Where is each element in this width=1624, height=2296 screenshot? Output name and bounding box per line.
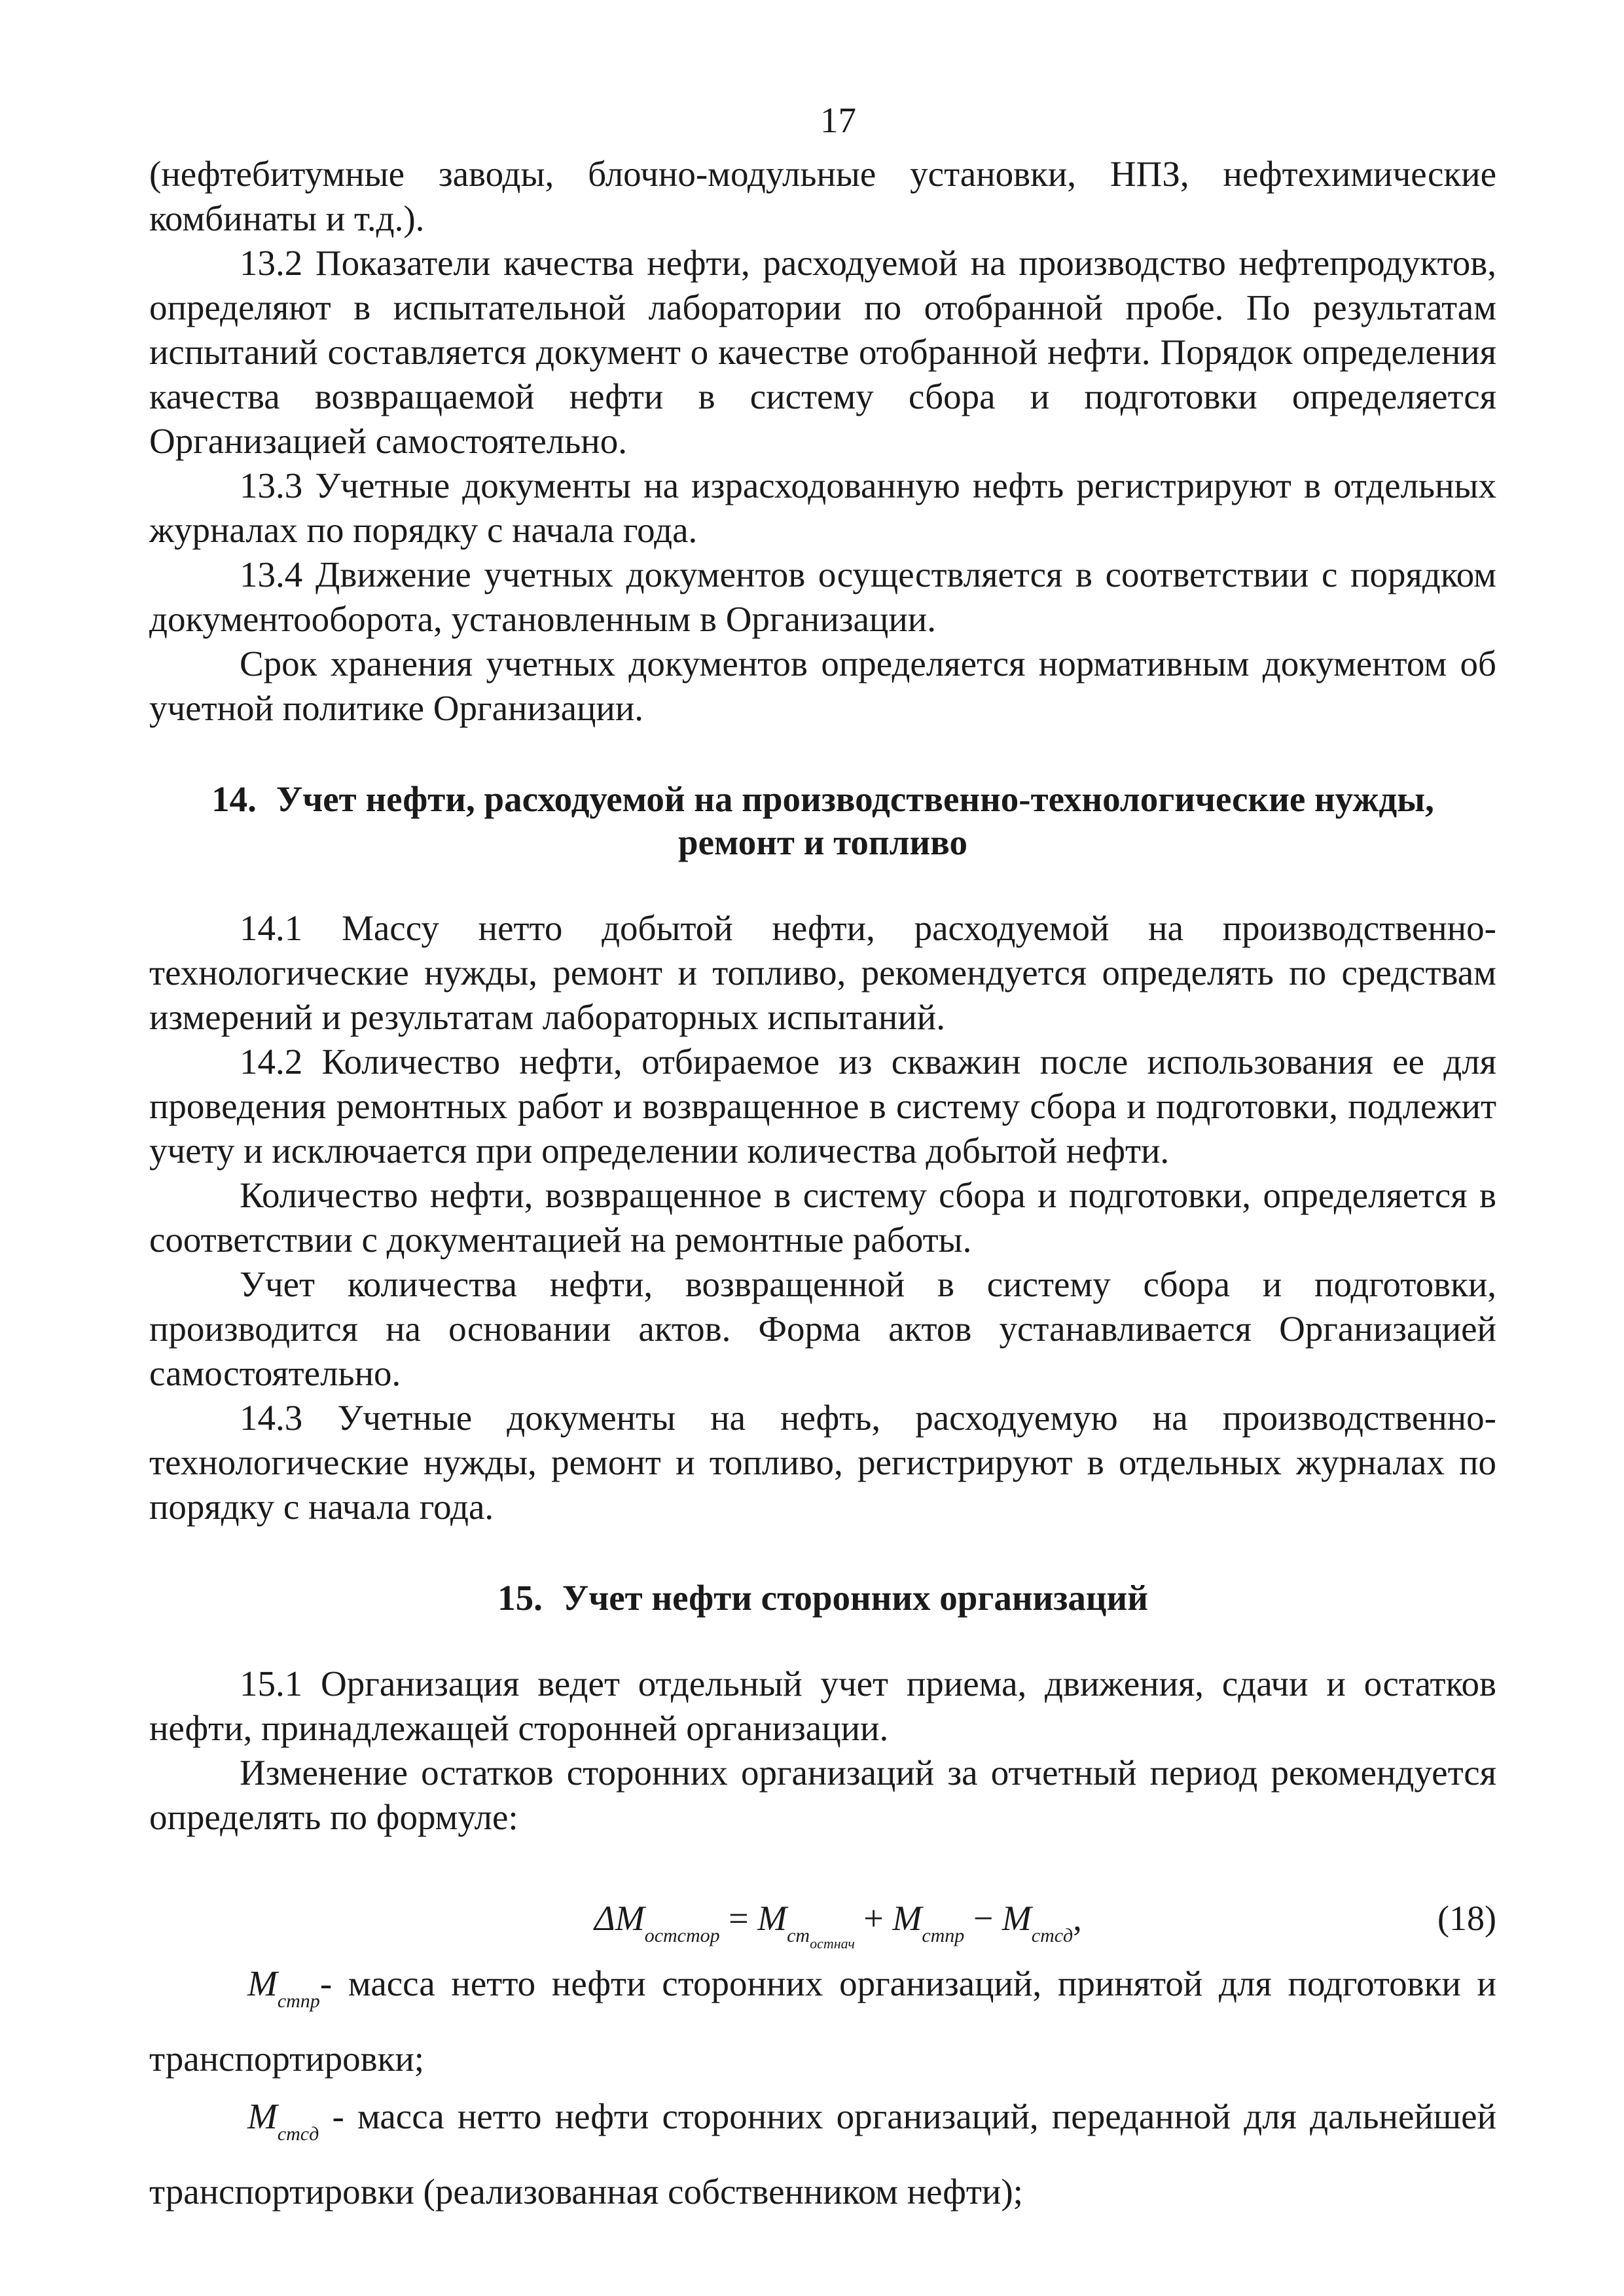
paragraph-formula-intro: Изменение остатков сторонних организаций за отчетный период рекомендуется определять по формуле: bbox=[149, 1753, 1496, 1837]
definition-m-stpr: $M_{стпр}-$ масса нетто нефти сторонних организаций, принятой для подготовки и транспортировки; bbox=[149, 1963, 1496, 2079]
paragraph-13-3: 13.3 Учетные документы на израсходованную нефть регистрируют в отдельных журналах по порядку с начала года. bbox=[149, 465, 1496, 550]
formula-definitions bbox=[149, 1955, 1496, 2221]
document-body bbox=[149, 152, 1496, 2221]
section-14-heading bbox=[149, 778, 1496, 864]
section-15-heading bbox=[149, 1576, 1496, 1620]
paragraph-acts: Учет количества нефти, возвращенной в систему сбора и подготовки, производится на основании актов. Форма актов устанавливается Организацией самостоятельно. bbox=[149, 1264, 1496, 1393]
page-number: 17 bbox=[820, 100, 856, 140]
paragraph-15-1: 15.1 Организация ведет отдельный учет приема, движения, сдачи и остатков нефти, принадлежащей сторонней организации. bbox=[149, 1664, 1496, 1748]
definition-m-stsd: $M_{стсд}$ - масса нетто нефти сторонних организаций, переданной для дальнейшей транспортировки (реализованная собственником нефти); bbox=[149, 2096, 1496, 2212]
paragraph-storage-period: Срок хранения учетных документов определяется нормативным документом об учетной политике Организации. bbox=[149, 644, 1496, 728]
section-14-title: Учет нефти, расходуемой на производственно-технологические нужды, ремонт и топливо bbox=[276, 779, 1434, 862]
paragraph-13-4: 13.4 Движение учетных документов осуществляется в соответствии с порядком документооборота, установленным в Организации. bbox=[149, 555, 1496, 639]
paragraph-13-2: 13.2 Показатели качества нефти, расходуемой на производство нефтепродуктов, определяют в испытательной лаборатории по отобранной пробе. По результатам испытаний составляется документ о качестве отобранной нефти. Порядок определения качества возвращаемой нефти в систему сбора и подготовки определяется Организацией самостоятельно. bbox=[149, 243, 1496, 461]
formula-18 bbox=[149, 1879, 1496, 1951]
formula-number: (18) bbox=[1437, 1899, 1496, 1938]
section-15-title: Учет нефти сторонних организаций bbox=[562, 1578, 1148, 1618]
section-14-number: 14. bbox=[211, 779, 257, 819]
paragraph-14-1: 14.1 Массу нетто добытой нефти, расходуемой на производственно-технологические нужды, ремонт и топливо, рекомендуется определять по средствам измерений и результатам лабораторных испытаний. bbox=[149, 908, 1496, 1037]
paragraph: (нефтебитумные заводы, блочно-модульные установки, НПЗ, нефтехимические комбинаты и т.д.). bbox=[149, 154, 1496, 238]
formula-expression: $\Delta M_{остстор} = M_{ст_{остнач}} + M_{стпр} - M_{стсд}$, bbox=[594, 1899, 1082, 1952]
paragraph-returned-oil: Количество нефти, возвращенное в систему сбора и подготовки, определяется в соответствии с документацией на ремонтные работы. bbox=[149, 1175, 1496, 1260]
section-15-number: 15. bbox=[497, 1578, 543, 1618]
paragraph-14-3: 14.3 Учетные документы на нефть, расходуемую на производственно-технологические нужды, ремонт и топливо, регистрируют в отдельных журналах по порядку с начала года. bbox=[149, 1398, 1496, 1527]
paragraph-14-2: 14.2 Количество нефти, отбираемое из скважин после использования ее для проведения ремонтных работ и возвращенное в систему сбора и подготовки, подлежит учету и исключается при определении количества добытой нефти. bbox=[149, 1042, 1496, 1171]
